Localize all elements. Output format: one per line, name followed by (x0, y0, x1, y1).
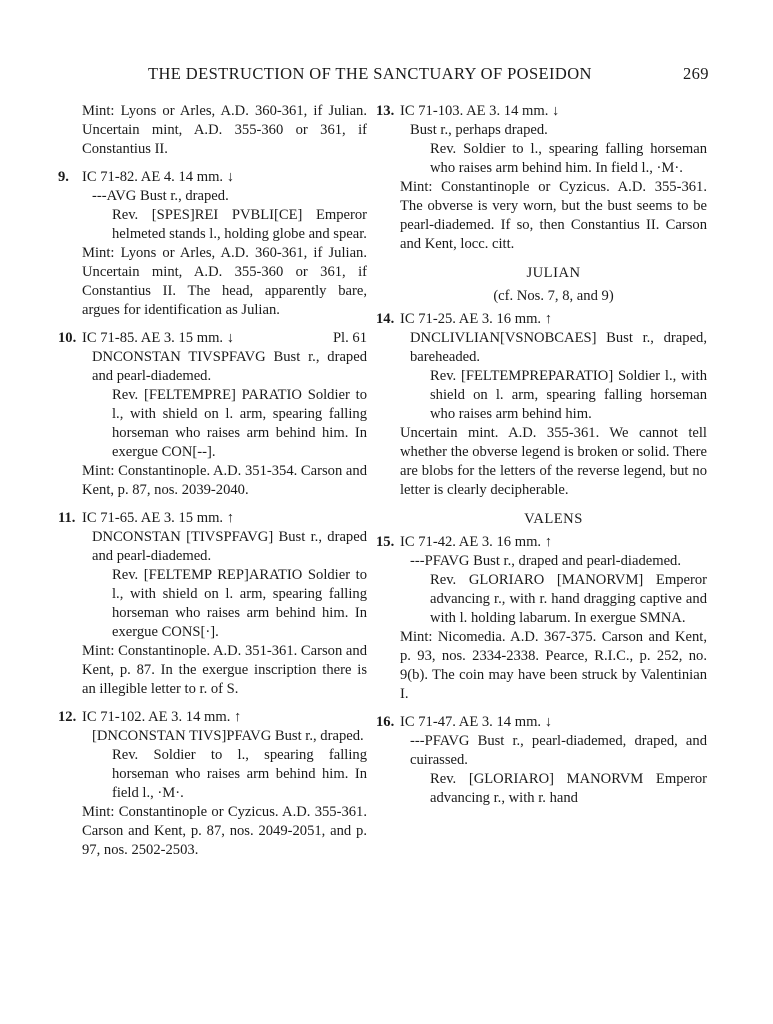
entry-number: 11. (58, 510, 76, 526)
right-column (376, 102, 707, 808)
entry-line: IC 71-85. AE 3. 15 mm. ↓ (82, 330, 235, 346)
plate-reference: Pl. 61 (332, 330, 367, 346)
obverse: Bust r., perhaps draped. (410, 122, 548, 138)
section-heading-valens: VALENS (524, 511, 583, 527)
mint-note: Mint: Constantinople or Cyzicus. A.D. 355-361. Carson and Kent, p. 87, nos. 2049-2051, and p. 97, nos. 2502-2503. (82, 804, 367, 858)
catalog-entry-10 (58, 329, 367, 500)
mint-note: Mint: Constantinople. A.D. 351-354. Carson and Kent, p. 87, nos. 2039-2040. (82, 463, 367, 498)
obverse: ---AVG Bust r., draped. (92, 188, 229, 204)
entry-number: 16. (376, 714, 395, 730)
catalog-entry-16 (376, 713, 707, 808)
entry-line: IC 71-42. AE 3. 16 mm. ↑ (400, 534, 553, 550)
running-title: THE DESTRUCTION OF THE SANCTUARY OF POSEIDON (148, 64, 592, 83)
reverse: Rev. [FELTEMPRE] PARATIO Soldier to l., with shield on l. arm, spearing falling horseman who raises arm behind him. In exergue CON[--]. (112, 387, 367, 460)
entry-line: IC 71-82. AE 4. 14 mm. ↓ (82, 169, 235, 185)
catalog-entry-12 (58, 708, 367, 860)
mint-note: Mint: Lyons or Arles, A.D. 360-361, if Julian. Uncertain mint, A.D. 355-360 or 361, if Constantius II. The head, apparently bare, argues for identification as Julian. (82, 245, 367, 318)
entry-line: IC 71-103. AE 3. 14 mm. ↓ (400, 103, 560, 119)
mint-note: Mint: Constantinople. A.D. 351-361. Carson and Kent, p. 87. In the exergue inscription there is an illegible letter to r. of S. (82, 643, 367, 697)
section-subheading-julian: (cf. Nos. 7, 8, and 9) (493, 288, 614, 304)
obverse: DNCLIVLIAN[VSNOBCAES] Bust r., draped, bareheaded. (410, 330, 707, 365)
entry-number: 15. (376, 534, 395, 550)
entry-number: 12. (58, 709, 77, 725)
catalog-entry-9 (58, 168, 367, 320)
obverse: [DNCONSTAN TIVS]PFAVG Bust r., draped. (92, 728, 364, 744)
section-heading-julian: JULIAN (526, 265, 581, 281)
intro-mint: Mint: Lyons or Arles, A.D. 360-361, if Julian. Uncertain mint, A.D. 355-360 or 361, if Constantius II. (82, 103, 367, 157)
reverse: Rev. Soldier to l., spearing falling horseman who raises arm behind him. In field l., ·M·. (112, 747, 367, 801)
catalog-entry-15 (376, 533, 707, 704)
reverse: Rev. [FELTEMP REP]ARATIO Soldier to l., with shield on l. arm, spearing falling horseman who raises arm behind him. In exergue CONS[·]. (112, 567, 367, 640)
entry-number: 13. (376, 103, 395, 119)
entry-line: IC 71-47. AE 3. 14 mm. ↓ (400, 714, 553, 730)
obverse: DNCONSTAN [TIVSPFAVG] Bust r., draped and pearl-diademed. (92, 529, 367, 564)
reverse: Rev. [GLORIARO] MANORVM Emperor advancing r., with r. hand (430, 771, 707, 806)
reverse: Rev. Soldier to l., spearing falling horseman who raises arm behind him. In field l., ·M·. (430, 141, 707, 176)
entry-number: 14. (376, 311, 395, 327)
entry-line: IC 71-65. AE 3. 15 mm. ↑ (82, 510, 235, 526)
entry-number: 10. (58, 330, 77, 346)
mint-note: Mint: Nicomedia. A.D. 367-375. Carson and Kent, p. 93, nos. 2334-2338. Pearce, R.I.C., p. 252, no. 9(b). The coin may have been struck by Valentinian I. (400, 629, 707, 702)
catalog-entry-14 (376, 310, 707, 500)
mint-note: Uncertain mint. A.D. 355-361. We cannot tell whether the obverse legend is broken or solid. There are blobs for the letters of the reverse legend, but no letter is clearly decipherable. (400, 425, 707, 498)
entry-line: IC 71-25. AE 3. 16 mm. ↑ (400, 311, 553, 327)
page-number: 269 (683, 64, 709, 83)
reverse: Rev. [SPES]REI PVBLI[CE] Emperor helmeted stands l., holding globe and spear. (112, 207, 367, 242)
entry-line: IC 71-102. AE 3. 14 mm. ↑ (82, 709, 242, 725)
reverse: Rev. GLORIARO [MANORVM] Emperor advancing r., with r. hand dragging captive and with l. holding labarum. In exergue SMNA. (430, 572, 707, 626)
running-header (0, 64, 773, 88)
catalog-entry-13 (376, 102, 707, 254)
obverse: ---PFAVG Bust r., pearl-diademed, draped, and cuirassed. (410, 733, 707, 768)
mint-note: Mint: Constantinople or Cyzicus. A.D. 355-361. The obverse is very worn, but the bust seems to be pearl-diademed. If so, then Constantius II. Carson and Kent, locc. citt. (400, 179, 707, 252)
left-column (58, 102, 367, 860)
reverse: Rev. [FELTEMPREPARATIO] Soldier l., with shield on l. arm, spearing falling horseman who raises arm behind him. (430, 368, 707, 422)
entry-number: 9. (58, 169, 69, 185)
obverse: ---PFAVG Bust r., draped and pearl-diademed. (410, 553, 682, 569)
obverse: DNCONSTAN TIVSPFAVG Bust r., draped and pearl-diademed. (92, 349, 367, 384)
catalog-entry-11 (58, 509, 367, 699)
